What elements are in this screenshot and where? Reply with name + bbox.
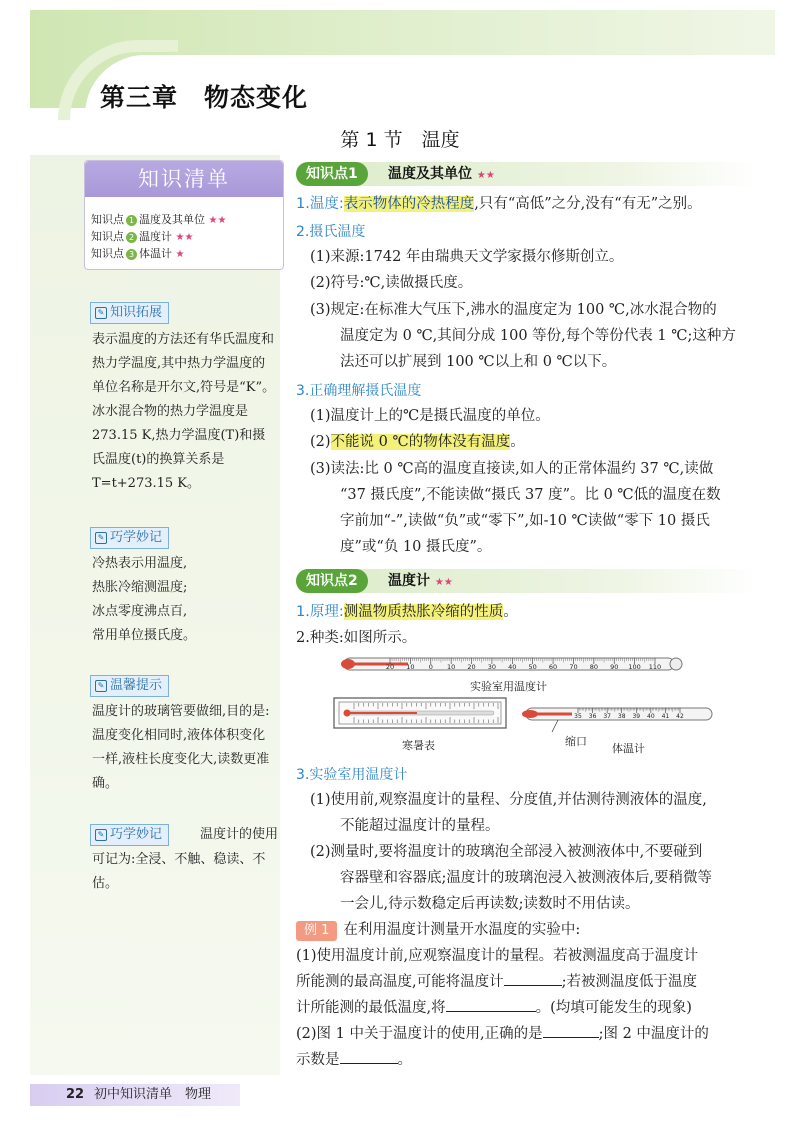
line-prefix: (2): [310, 434, 331, 450]
answer-blank[interactable]: [543, 1023, 599, 1038]
knowledge-item[interactable]: [91, 228, 193, 244]
tag-memory-tip-2: [90, 824, 169, 846]
kp1-heading-understanding: 3.正确理解摄氏温度: [296, 383, 422, 399]
lab-tick-label: 20: [467, 663, 476, 671]
clinical-thermometer: [522, 708, 712, 732]
line-text: 所能测的最高温度,可能将温度计: [296, 974, 504, 990]
def-highlight: 表示物体的冷热程度: [343, 196, 475, 212]
item-prefix: 知识点: [91, 247, 124, 260]
lab-tick-label: 110: [648, 663, 662, 671]
kp1-line: (1)来源:1742 年由瑞典天文学家摄尔修斯创立。: [310, 249, 624, 265]
item-label: 体温计: [139, 247, 172, 260]
body-tick-label: 38: [617, 713, 626, 720]
lab-tick-label: 10: [406, 663, 415, 671]
body-tick-label: 37: [603, 713, 611, 720]
item-number-badge: 3: [126, 249, 137, 260]
footer-title: 初中知识清单 物理: [94, 1087, 212, 1102]
def-label: 1.温度:: [296, 196, 344, 212]
example-line: [296, 995, 692, 1022]
clinical-thermometer-caption: 体温计: [612, 742, 645, 755]
page-number: 22: [66, 1087, 85, 1102]
weather-thermometer-caption: 寒暑表: [402, 739, 435, 752]
principle-highlight: 测温物质热胀冷缩的性质: [343, 604, 504, 620]
def-rest: ,只有“高低”之分,没有“有无”之别。: [474, 196, 702, 212]
tag-knowledge-extension: [90, 302, 169, 324]
kp1-line: [310, 429, 525, 456]
kp1-line: (2)符号:℃,读做摄氏度。: [310, 275, 473, 291]
knowledge-point-2-header: [296, 569, 758, 593]
example-stem-text: 在利用温度计测量开水温度的实验中:: [343, 922, 581, 938]
example-line: [296, 1047, 412, 1074]
kp1-pill: 知识点1: [296, 162, 368, 186]
weather-thermometer: [334, 698, 506, 728]
answer-blank[interactable]: [446, 997, 536, 1012]
line-text: ;图 2 中温度计的: [598, 1026, 709, 1042]
body-tick-label: 40: [647, 713, 655, 720]
shrink-neck-caption: 缩口: [565, 735, 587, 748]
body-tick-label: 39: [632, 713, 641, 720]
sidebar-text-memory: 冷热表示用温度, 热胀冷缩测温度; 冰点零度沸点百, 常用单位摄氏度。: [92, 556, 197, 643]
kp2-pill: 知识点2: [296, 569, 368, 593]
item-label: 温度及其单位: [139, 213, 205, 226]
thermometer-figure: [330, 650, 730, 755]
star-icon: ★★: [434, 577, 453, 588]
section-title: 第 1 节 温度: [340, 129, 460, 151]
kp2-title: [388, 569, 453, 595]
kp1-line: (1)温度计上的℃是摄氏温度的单位。: [310, 408, 550, 424]
answer-blank[interactable]: [504, 971, 562, 986]
lab-tick-label: 40: [508, 663, 517, 671]
kp1-line: (3)规定:在标准大气压下,沸水的温度定为 100 ℃,冰水混合物的: [310, 302, 717, 318]
tag-label: 温馨提示: [110, 678, 163, 693]
kp1-line: 度”或“负 10 摄氏度”。: [340, 539, 492, 555]
lab-tick-label: 0: [428, 663, 433, 671]
kp1-definition: [296, 191, 702, 218]
pencil-icon: ✎: [95, 532, 107, 544]
knowledge-list-box: [84, 160, 284, 270]
lab-tick-label: 20: [385, 663, 395, 671]
kp1-title: [388, 162, 495, 188]
body-tick-label: 35: [574, 713, 582, 720]
sidebar-text-usage: 可记为:全浸、不触、稳读、不估。: [92, 852, 266, 891]
tag-label: 知识拓展: [110, 305, 163, 320]
example-line: (1)使用温度计前,应观察温度计的量程。若被测温度高于温度计: [296, 948, 699, 964]
lab-tick-label: 70: [569, 663, 578, 671]
principle-label: 1.原理:: [296, 604, 344, 620]
lab-tick-label: 10: [447, 663, 456, 671]
kp1-line: “37 摄氏度”,不能读做“摄氏 37 度”。比 0 ℃低的温度在数: [340, 487, 721, 503]
kp2-line: 容器壁和容器底;温度计的玻璃泡浸入被测液体后,要稍微等: [340, 870, 712, 886]
principle-suffix: 。: [503, 604, 518, 620]
kp2-line: (1)使用前,观察温度计的量程、分度值,并估测待测液体的温度,: [310, 792, 707, 808]
example-stem: [296, 917, 580, 944]
kp1-line: (3)读法:比 0 ℃高的温度直接读,如人的正常体温约 37 ℃,读做: [310, 461, 714, 477]
tag-label: 巧学妙记: [110, 530, 163, 545]
answer-blank[interactable]: [340, 1049, 398, 1064]
line-text: (2)图 1 中关于温度计的使用,正确的是: [296, 1026, 543, 1042]
pencil-icon: ✎: [95, 829, 107, 841]
kp2-title-text: 温度计: [388, 573, 430, 589]
item-number-badge: 2: [126, 232, 137, 243]
line-text: 。: [397, 1052, 412, 1068]
lab-thermometer-caption: 实验室用温度计: [470, 680, 547, 693]
line-text: 示数是: [296, 1052, 340, 1068]
tag-warm-tip: [90, 675, 169, 697]
example-pill: 例 1: [296, 921, 337, 941]
chapter-title: 第三章 物态变化: [100, 83, 309, 112]
body-tick-label: 41: [661, 713, 670, 720]
lab-tick-label: 100: [628, 663, 641, 671]
line-suffix: 。: [510, 434, 525, 450]
line-text: ;若被测温度低于温度: [561, 974, 697, 990]
kp2-line: 不能超过温度计的量程。: [340, 818, 500, 834]
kp1-line: 字前加“-”,读做“负”或“零下”,如-10 ℃读做“零下 10 摄氏: [340, 513, 710, 529]
lab-tick-label: 90: [610, 663, 619, 671]
item-prefix: 知识点: [91, 213, 124, 226]
knowledge-item[interactable]: [91, 245, 184, 261]
knowledge-item[interactable]: [91, 211, 226, 227]
lab-thermometer: [341, 658, 682, 671]
lab-tick-label: 50: [528, 663, 537, 671]
kp1-title-text: 温度及其单位: [388, 166, 472, 182]
star-icon: ★: [175, 249, 185, 260]
knowledge-list-title: 知识清单: [85, 161, 283, 197]
kp1-heading-celsius: 2.摄氏温度: [296, 224, 366, 240]
example-line: [296, 1021, 709, 1048]
pencil-icon: ✎: [95, 307, 107, 319]
lab-tick-label: 30: [487, 663, 497, 671]
kp2-principle: [296, 599, 518, 626]
tag-suffix: 温度计的使用: [200, 827, 279, 842]
line-text: 计所能测的最低温度,将: [296, 1000, 446, 1016]
kp2-types: 2.种类:如图所示。: [296, 630, 417, 646]
knowledge-point-1-header: [296, 162, 758, 186]
sidebar-text-warm: 温度计的玻璃管要做细,目的是:温度变化相同时,液体体积变化一样,液柱长度变化大,读数更准确。: [92, 704, 270, 791]
kp1-line: 法还可以扩展到 100 ℃以上和 0 ℃以下。: [340, 354, 617, 370]
pencil-icon: ✎: [95, 680, 107, 692]
item-label: 温度计: [139, 230, 172, 243]
line-highlight: 不能说 0 ℃的物体没有温度: [330, 434, 511, 450]
star-icon: ★★: [175, 232, 194, 243]
lab-tick-label: 60: [548, 663, 558, 671]
body-tick-label: 36: [588, 713, 597, 720]
tag-label: 巧学妙记: [110, 827, 163, 842]
kp2-line: 一会儿,待示数稳定后再读数;读数时不用估读。: [340, 896, 640, 912]
star-icon: ★★: [476, 170, 495, 181]
tag-memory-tip: [90, 527, 169, 549]
item-number-badge: 1: [126, 215, 137, 226]
item-prefix: 知识点: [91, 230, 124, 243]
body-tick-label: 42: [676, 713, 684, 720]
lab-tick-label: 80: [589, 663, 598, 671]
sidebar-text-extension: 表示温度的方法还有华氏温度和热力学温度,其中热力学温度的单位名称是开尔文,符号是“K”。冰水混合物的热力学温度是 273.15 K,热力学温度(T)和摄氏温度(t)的换算关系是 T=t+273.15 K。: [92, 332, 276, 491]
star-icon: ★★: [208, 215, 227, 226]
kp2-line: (2)测量时,要将温度计的玻璃泡全部浸入被测液体中,不要碰到: [310, 844, 703, 860]
line-text: 。(均填可能发生的现象): [535, 1000, 692, 1016]
kp2-heading-lab: 3.实验室用温度计: [296, 767, 408, 783]
example-line: [296, 969, 697, 996]
kp1-line: 温度定为 0 ℃,其间分成 100 等份,每个等份代表 1 ℃;这种方: [340, 328, 736, 344]
